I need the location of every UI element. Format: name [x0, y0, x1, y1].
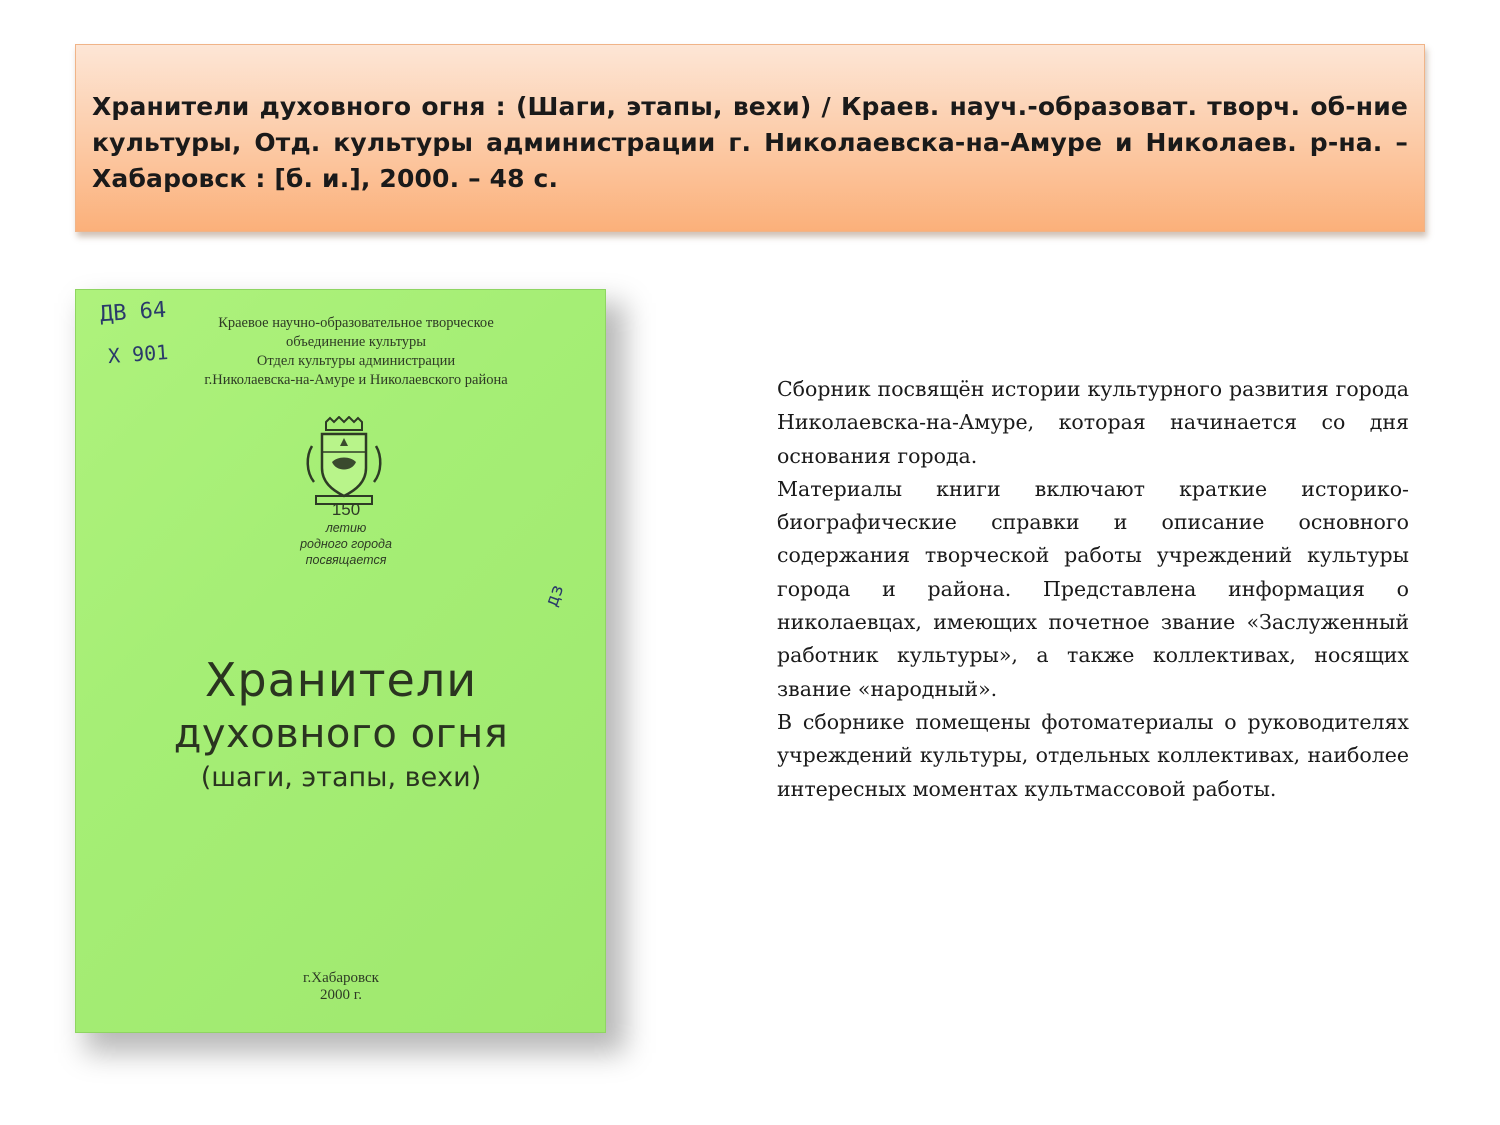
jubilee-line: летию	[325, 521, 367, 535]
publisher-line: Отдел культуры администрации	[256, 353, 456, 369]
cover-year: 2000 г.	[320, 987, 362, 1003]
handwritten-shelfmark-2: Х 901	[107, 339, 169, 369]
publisher-line: Краевое научно-образовательное творческое	[218, 315, 494, 331]
jubilee-dedication	[266, 500, 426, 568]
jubilee-line: родного города	[300, 537, 392, 551]
cover-title-line2: духовного огня	[173, 711, 509, 757]
citation-text: Хранители духовного огня : (Шаги, этапы, вехи) / Краев. науч.-образоват. творч. об-ние культуры, Отд. культуры администрации г. Николаевска-на-Амуре и Николаев. р-на. – Хабаровск : [б. и.], 2000. – 48 с.	[92, 92, 1408, 193]
cover-title-line1: Хранители	[204, 653, 478, 707]
handwritten-initials: дз	[541, 581, 569, 610]
publisher-line: г.Николаевска-на-Амуре и Николаевского района	[204, 372, 508, 388]
description-paragraph: Материалы книги включают краткие историко-биографические справки и описание основного содержания творческой работы учреждений культуры города и района. Представлена информация о николаевцах, имеющих почетное звание «Заслуженный работник культуры», а также коллективах, носящих звание «народный».	[777, 476, 1409, 701]
citation-banner	[75, 44, 1425, 232]
publisher-line: объединение культуры	[285, 334, 427, 350]
cover-subtitle: (шаги, этапы, вехи)	[200, 762, 482, 793]
handwritten-shelfmark-1: ДВ 64	[99, 297, 168, 328]
book-cover-image	[75, 289, 606, 1033]
jubilee-line: посвящается	[305, 553, 387, 567]
cover-publisher	[136, 314, 576, 390]
book-description	[777, 373, 1409, 806]
coat-of-arms-icon	[302, 416, 386, 512]
cover-city: г.Хабаровск	[303, 970, 379, 986]
cover-title	[96, 652, 586, 796]
jubilee-number: 150	[331, 500, 361, 519]
description-paragraph: Сборник посвящён истории культурного развития города Николаевска-на-Амуре, которая начинается со дня основания города.	[777, 377, 1409, 468]
description-paragraph: В сборнике помещены фотоматериалы о руководителях учреждений культуры, отдельных коллективах, наиболее интересных моментах культмассовой работы.	[777, 709, 1409, 801]
cover-imprint	[241, 970, 441, 1004]
book-cover	[75, 289, 606, 1033]
